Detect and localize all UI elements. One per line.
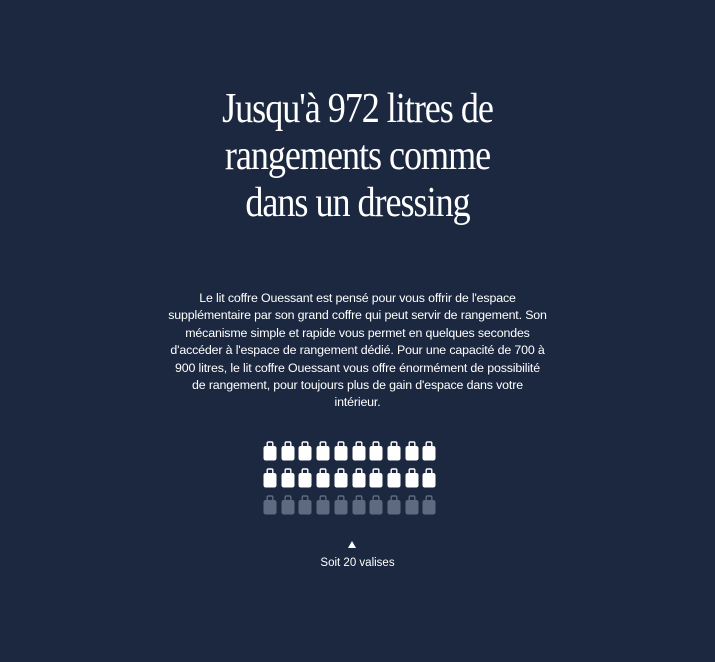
headline-line: Jusqu'à 972 litres de	[222, 86, 493, 132]
suitcase-icon	[263, 441, 277, 461]
suitcase-icon	[422, 495, 436, 515]
headline-line: rangements comme	[224, 133, 491, 179]
suitcase-icon	[281, 468, 295, 488]
description-text: Le lit coffre Ouessant est pensé pour vous offrir de l'espace supplémentaire par son grand coffre qui peut servir de rangement. Son mécanisme simple et rapide vous permet en quelques secondes d'accéder à l'espace de rangement dédié. Pour une capacité de 700 à 900 litres, le lit coffre Ouessant vous offre énormément de possibilité de rangement, pour toujours plus de gain d'espace dans votre intérieur.	[168, 291, 547, 410]
suitcase-icon	[352, 441, 366, 461]
headline	[50, 86, 665, 227]
suitcase-icon	[369, 468, 383, 488]
suitcase-icon	[422, 441, 436, 461]
suitcase-grid	[263, 441, 443, 519]
suitcase-icon	[281, 441, 295, 461]
suitcase-icon	[298, 441, 312, 461]
suitcase-icon	[422, 468, 436, 488]
suitcase-icon	[405, 441, 419, 461]
suitcase-icon	[263, 495, 277, 515]
suitcase-icon	[298, 468, 312, 488]
suitcase-icon	[334, 441, 348, 461]
suitcase-icon	[263, 468, 277, 488]
suitcase-icon	[298, 495, 312, 515]
suitcase-icon	[369, 441, 383, 461]
suitcase-count-caption: Soit 20 valises	[320, 557, 395, 569]
suitcase-icon	[334, 468, 348, 488]
suitcase-icon	[405, 468, 419, 488]
suitcase-icon	[352, 468, 366, 488]
suitcase-icon	[387, 468, 401, 488]
headline-line: dans un dressing	[245, 180, 470, 226]
suitcase-icon	[405, 495, 419, 515]
suitcase-icon	[316, 468, 330, 488]
suitcase-icon	[281, 495, 295, 515]
suitcase-icon	[387, 495, 401, 515]
suitcase-icon	[334, 495, 348, 515]
suitcase-icon	[316, 441, 330, 461]
suitcase-icon	[387, 441, 401, 461]
suitcase-icon	[316, 495, 330, 515]
triangle-up-icon	[348, 541, 356, 548]
suitcase-icon	[369, 495, 383, 515]
suitcase-icon	[352, 495, 366, 515]
